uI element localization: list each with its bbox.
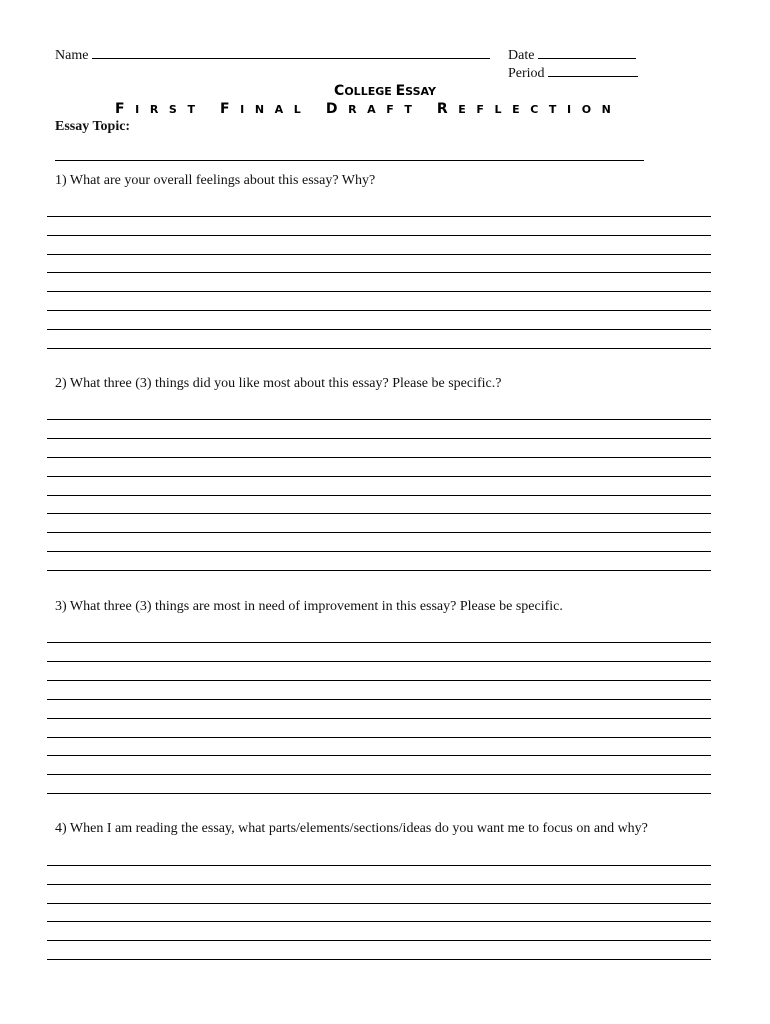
period-label: Period xyxy=(508,66,545,81)
title-initial: E xyxy=(395,83,406,99)
subtitle-word: RAFT xyxy=(348,103,437,116)
answer-line[interactable] xyxy=(47,513,711,514)
date-label: Date xyxy=(508,48,535,63)
title-initial: C xyxy=(334,83,345,99)
answer-line[interactable] xyxy=(47,457,711,458)
period-row xyxy=(508,65,638,82)
answer-line[interactable] xyxy=(47,476,711,477)
essay-topic-field[interactable] xyxy=(55,160,644,161)
answer-line[interactable] xyxy=(47,551,711,552)
subtitle-initial: R xyxy=(436,101,459,117)
name-label: Name xyxy=(55,48,89,63)
answer-line[interactable] xyxy=(47,438,711,439)
answer-line[interactable] xyxy=(47,642,711,643)
answer-line[interactable] xyxy=(47,310,711,311)
answer-line[interactable] xyxy=(47,291,711,292)
subtitle-word: INAL xyxy=(240,103,326,116)
question-2: 2) What three (3) things did you like most about this essay? Please be specific.? xyxy=(55,376,502,391)
name-field[interactable] xyxy=(92,47,490,59)
answer-line[interactable] xyxy=(47,495,711,496)
subtitle-initial: D xyxy=(325,101,349,117)
answer-line[interactable] xyxy=(47,216,711,217)
answer-line[interactable] xyxy=(47,774,711,775)
answer-line[interactable] xyxy=(47,348,711,349)
form-title xyxy=(0,83,770,99)
answer-line[interactable] xyxy=(47,940,711,941)
answer-line[interactable] xyxy=(47,737,711,738)
period-field[interactable] xyxy=(548,65,638,77)
answer-line[interactable] xyxy=(47,235,711,236)
subtitle-initial: F xyxy=(115,101,136,117)
answer-line[interactable] xyxy=(47,884,711,885)
answer-line[interactable] xyxy=(47,699,711,700)
subtitle-initial: F xyxy=(220,101,241,117)
question-1: 1) What are your overall feelings about this essay? Why? xyxy=(55,173,376,188)
title-word: OLLEGE xyxy=(344,85,396,98)
answer-line[interactable] xyxy=(47,272,711,273)
date-row xyxy=(508,47,636,64)
answer-line[interactable] xyxy=(47,532,711,533)
subtitle-word: IRST xyxy=(135,103,220,116)
answer-line[interactable] xyxy=(47,680,711,681)
date-field[interactable] xyxy=(538,47,636,59)
answer-line[interactable] xyxy=(47,755,711,756)
subtitle-word: EFLECTION xyxy=(458,103,622,116)
answer-line[interactable] xyxy=(47,570,711,571)
answer-line[interactable] xyxy=(47,903,711,904)
answer-line[interactable] xyxy=(47,254,711,255)
name-row xyxy=(55,47,490,64)
question-4: 4) When I am reading the essay, what parts/elements/sections/ideas do you want me to focus on and why? xyxy=(55,821,648,836)
question-3: 3) What three (3) things are most in need of improvement in this essay? Please be specific. xyxy=(55,599,563,614)
answer-line[interactable] xyxy=(47,959,711,960)
answer-line[interactable] xyxy=(47,329,711,330)
answer-line[interactable] xyxy=(47,718,711,719)
answer-line[interactable] xyxy=(47,661,711,662)
answer-line[interactable] xyxy=(47,793,711,794)
answer-line[interactable] xyxy=(47,419,711,420)
answer-line[interactable] xyxy=(47,921,711,922)
essay-topic-label: Essay Topic: xyxy=(55,119,131,134)
title-word: SSAY xyxy=(405,85,436,98)
form-subtitle xyxy=(115,101,621,117)
answer-line[interactable] xyxy=(47,865,711,866)
